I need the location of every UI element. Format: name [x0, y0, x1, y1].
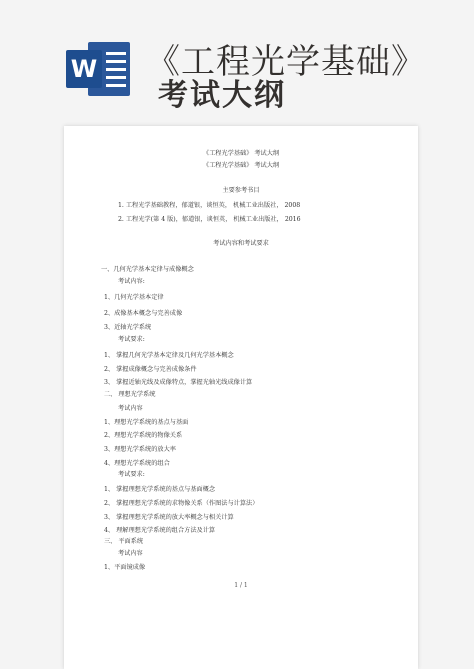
- section-1-requirements-label: 考试要求:: [118, 336, 145, 343]
- word-document-icon: [66, 40, 132, 98]
- requirements-heading: 考试内容和考试要求: [213, 240, 269, 247]
- section-2-title: 二、 理想光学系统: [104, 391, 156, 398]
- section-2-content-item: 4、理想光学系统的组合: [104, 460, 170, 467]
- section-1-requirement-item: 1、 掌握几何光学基本定律及几何光学基本概念: [104, 352, 234, 359]
- reference-heading: 主要参考书目: [222, 187, 260, 194]
- section-1-requirement-item: 3、 掌握近轴光线及成像特点，掌握光轴光线成像计算: [104, 379, 253, 386]
- section-2-content-label: 考试内容: [118, 405, 143, 412]
- document-page: [64, 126, 418, 669]
- page-number: 1 / 1: [234, 582, 248, 589]
- reference-item-2: 2. 工程光学(第 4 版)，郁道银，谈恒英， 机械工业出版社， 2016: [118, 216, 301, 223]
- section-2-content-item: 1、理想光学系统的基点与基面: [104, 419, 189, 426]
- section-3-content-item: 1、平面镜成像: [104, 564, 146, 571]
- banner-title-line2: 考试大纲: [158, 78, 286, 113]
- section-3-content-label: 考试内容: [118, 550, 143, 557]
- section-3-title: 三、 平面系统: [104, 538, 144, 545]
- section-2-content-item: 3、理想光学系统的放大率: [104, 446, 176, 453]
- document-banner: [0, 0, 474, 120]
- doc-header-1: 《工程光学基础》 考试大纲: [202, 150, 280, 157]
- section-1-title: 一、几何光学基本定律与成像概念: [101, 266, 194, 273]
- section-1-content-item: 3、近轴光学系统: [104, 324, 152, 331]
- section-2-requirement-item: 4、 理解理想光学系统的组合方法及计算: [104, 527, 216, 534]
- section-1-content-item: 2、成像基本概念与完善成像: [104, 310, 183, 317]
- doc-header-2: 《工程光学基础》 考试大纲: [202, 162, 280, 169]
- section-1-content-item: 1、几何光学基本定律: [104, 294, 164, 301]
- banner-title-line1: 《工程光学基础》: [146, 42, 426, 82]
- section-2-content-item: 2、理想光学系统的物像关系: [104, 432, 183, 439]
- section-1-content-label: 考试内容:: [118, 278, 145, 285]
- section-2-requirement-item: 1、 掌握理想光学系统的基点与基面概念: [104, 486, 216, 493]
- section-2-requirement-item: 3、 掌握理想光学系统的放大率概念与相关计算: [104, 514, 234, 521]
- section-2-requirement-item: 2、 掌握理想光学系统的求物像关系（作图法与计算法）: [104, 500, 259, 507]
- section-2-requirements-label: 考试要求:: [118, 471, 145, 478]
- word-logo-letter: W: [66, 50, 102, 88]
- section-1-requirement-item: 2、 掌握成像概念与完善成像条件: [104, 366, 197, 373]
- reference-item-1: 1. 工程光学基础教程，郁道银，谈恒英， 机械工业出版社， 2008: [118, 202, 301, 209]
